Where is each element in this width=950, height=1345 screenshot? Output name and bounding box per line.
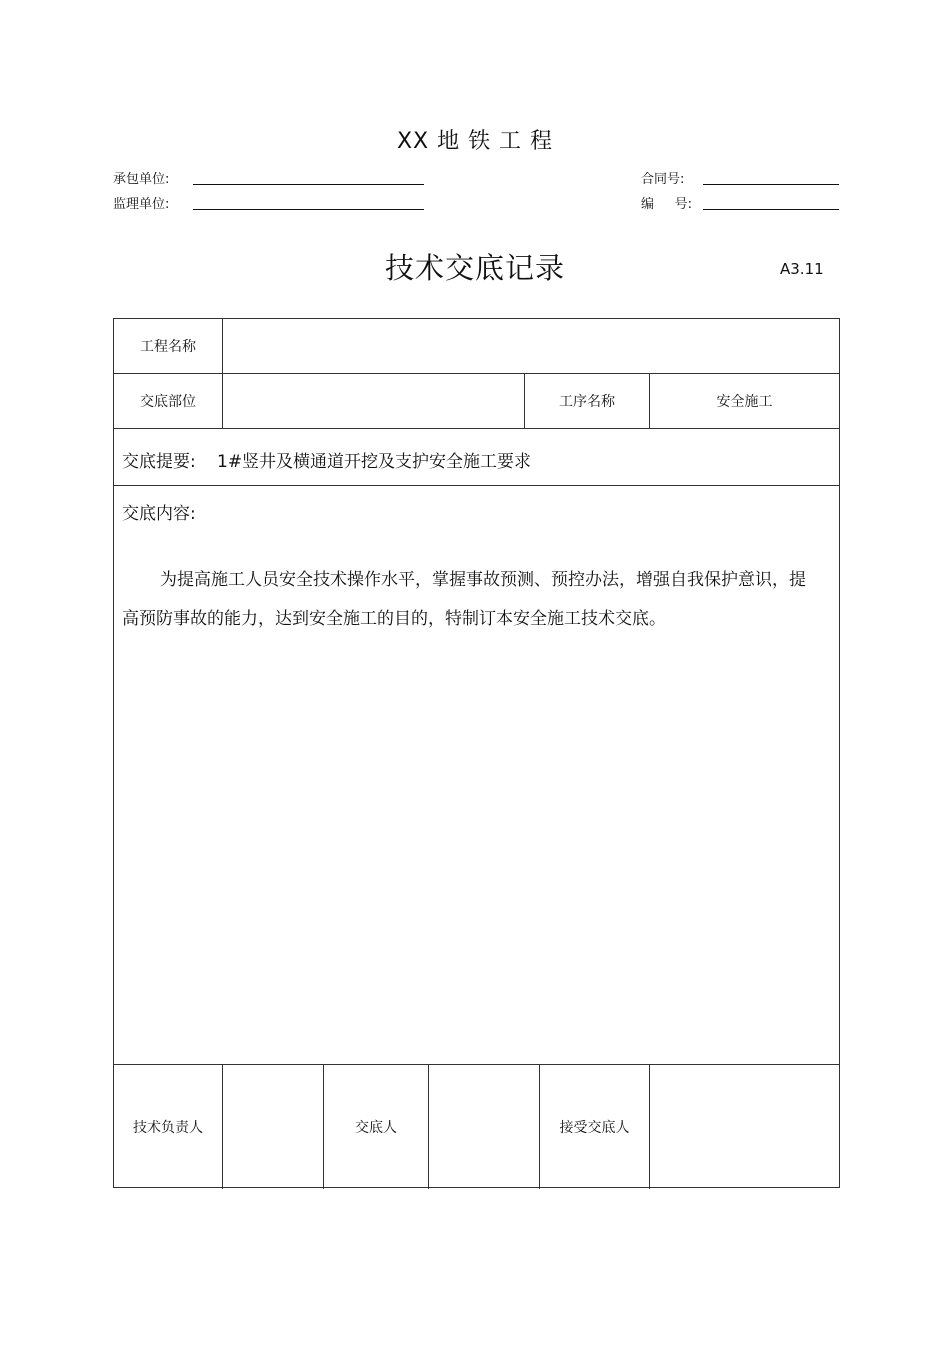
tech-lead-signature-field[interactable] — [223, 1065, 323, 1189]
project-title: XX 地 铁 工 程 — [396, 129, 554, 154]
serial-no-field[interactable] — [703, 209, 839, 210]
serial-no-label: 编 号: — [641, 197, 693, 212]
disclosure-part-field[interactable] — [223, 374, 524, 428]
receiver-label: 接受交底人 — [559, 1120, 630, 1136]
supervisor-label: 监理单位: — [113, 197, 170, 212]
summary-value[interactable]: 1#竖井及横通道开挖及支护安全施工要求 — [217, 452, 532, 472]
content-text[interactable]: 为提高施工人员安全技术操作水平，掌握事故预测、预控办法，增强自我保护意识，提高预防事故的能力，达到安全施工的目的，特制订本安全施工技术交底。 — [122, 570, 806, 629]
contractor-label: 承包单位: — [113, 172, 170, 187]
supervisor-field[interactable] — [193, 209, 424, 210]
row-divider — [114, 428, 839, 429]
project-name-label: 工程名称 — [140, 339, 196, 355]
contract-no-field[interactable] — [703, 184, 839, 185]
disclosure-part-label: 交底部位 — [140, 394, 196, 410]
discloser-signature-field[interactable] — [429, 1065, 539, 1189]
receiver-signature-field[interactable] — [650, 1065, 839, 1189]
disclosure-form — [113, 318, 840, 1188]
process-name-value[interactable]: 安全施工 — [716, 394, 773, 410]
row-divider — [114, 485, 839, 486]
contractor-field[interactable] — [193, 184, 424, 185]
discloser-label: 交底人 — [355, 1120, 397, 1136]
process-name-label: 工序名称 — [559, 394, 615, 410]
form-code: A3.11 — [780, 260, 824, 278]
contract-no-label: 合同号: — [641, 172, 685, 187]
project-name-field[interactable] — [223, 319, 839, 373]
content-label: 交底内容: — [122, 504, 196, 524]
document-title: 技术交底记录 — [384, 251, 565, 285]
tech-lead-label: 技术负责人 — [133, 1120, 203, 1136]
summary-label: 交底提要: — [122, 452, 196, 472]
